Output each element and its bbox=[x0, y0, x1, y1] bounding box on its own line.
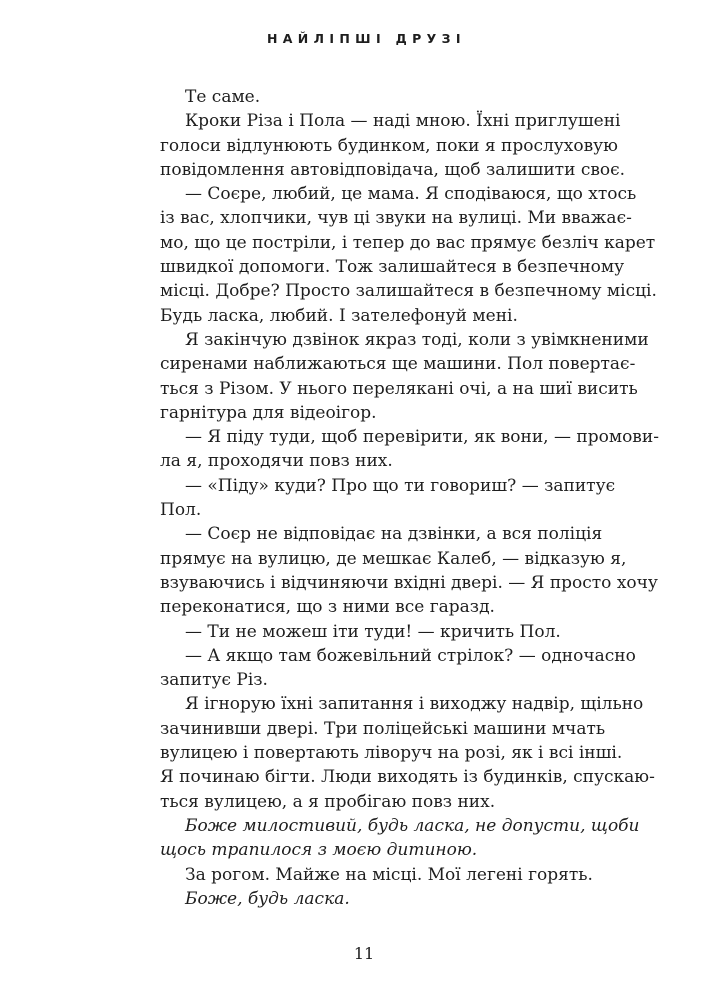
running-head: Н А Й Л І П Ш І Д Р У З І bbox=[266, 31, 462, 46]
text-line: — А якщо там божевільний стрілок? — одночасно bbox=[185, 645, 636, 666]
paragraph bbox=[135, 863, 597, 887]
text-line: Я починаю бігти. Люди виходять із будинків, спускаю- bbox=[160, 767, 655, 788]
paragraph bbox=[135, 85, 597, 109]
paragraph bbox=[135, 620, 597, 644]
paragraph bbox=[135, 474, 616, 523]
text-line: щось трапилося з моєю дитиною. bbox=[160, 840, 478, 861]
paragraph bbox=[135, 814, 640, 863]
text-line: сиренами наближаються ще машини. Пол повертає- bbox=[160, 354, 636, 375]
paragraph bbox=[135, 109, 626, 182]
text-line: вулицею і повертають ліворуч на розі, як і всі інші. bbox=[160, 743, 623, 764]
text-line: ла я, проходячи повз них. bbox=[160, 451, 393, 472]
text-line: запитує Різ. bbox=[160, 670, 268, 691]
text-line: зачинивши двері. Три поліцейські машини мчать bbox=[160, 718, 606, 739]
text-line: Я ігнорую їхні запитання і виходжу надвір, щільно bbox=[185, 694, 644, 715]
text-line: ться з Різом. У нього перелякані очі, а на шиї висить bbox=[160, 378, 638, 399]
text-line: — Я піду туди, щоб перевірити, як вони, — промови- bbox=[185, 427, 659, 448]
text-line: — «Піду» куди? Про що ти говориш? — запитує bbox=[185, 475, 616, 496]
text-line: Кроки Різа і Пола — наді мною. Їхні приглушені bbox=[185, 111, 621, 132]
paragraph bbox=[135, 425, 659, 474]
text-line: швидкої допомоги. Тож залишайтеся в безпечному bbox=[160, 257, 625, 278]
text-line: Боже милостивий, будь ласка, не допусти, щоби bbox=[185, 815, 640, 836]
text-line: — Соєр не відповідає на дзвінки, а вся поліція bbox=[185, 524, 603, 545]
text-line: переконатися, що з ними все гаразд. bbox=[160, 597, 495, 618]
paragraph bbox=[135, 522, 658, 619]
page-number: 11 bbox=[353, 944, 375, 963]
text-line: взуваючись і відчиняючи вхідні двері. — Я просто хочу bbox=[160, 572, 658, 593]
text-line: Я закінчую дзвінок якраз тоді, коли з увімкненими bbox=[185, 329, 649, 350]
paragraph bbox=[135, 887, 597, 911]
paragraph bbox=[135, 692, 655, 813]
text-line: Пол. bbox=[160, 500, 202, 521]
body-text bbox=[135, 85, 659, 911]
text-line: мо, що це постріли, і тепер до вас прямує безліч карет bbox=[160, 232, 656, 253]
text-line: Боже, будь ласка. bbox=[185, 888, 350, 909]
paragraph bbox=[135, 644, 636, 693]
text-line: прямує на вулицю, де мешкає Калеб, — відказую я, bbox=[160, 548, 627, 569]
text-line: За рогом. Майже на місці. Мої легені горять. bbox=[185, 864, 593, 885]
text-line: Те саме. bbox=[185, 87, 261, 107]
text-line: Будь ласка, любий. І зателефонуй мені. bbox=[160, 305, 518, 326]
text-line: — Ти не можеш іти туди! — кричить Пол. bbox=[185, 621, 561, 642]
text-line: повідомлення автовідповідача, щоб залишити своє. bbox=[160, 159, 626, 180]
paragraph bbox=[135, 182, 657, 328]
text-line: — Соєре, любий, це мама. Я сподіваюся, що хтось bbox=[185, 184, 637, 205]
text-line: із вас, хлопчики, чув ці звуки на вулиці. Ми вважає- bbox=[160, 208, 632, 229]
text-line: голоси відлунюють будинком, поки я прослуховую bbox=[160, 135, 618, 156]
text-line: гарнітура для відеоігор. bbox=[160, 402, 377, 423]
text-line: місці. Добре? Просто залишайтеся в безпечному місці. bbox=[160, 281, 657, 302]
paragraph bbox=[135, 328, 649, 425]
text-line: ться вулицею, а я пробігаю повз них. bbox=[160, 791, 496, 812]
